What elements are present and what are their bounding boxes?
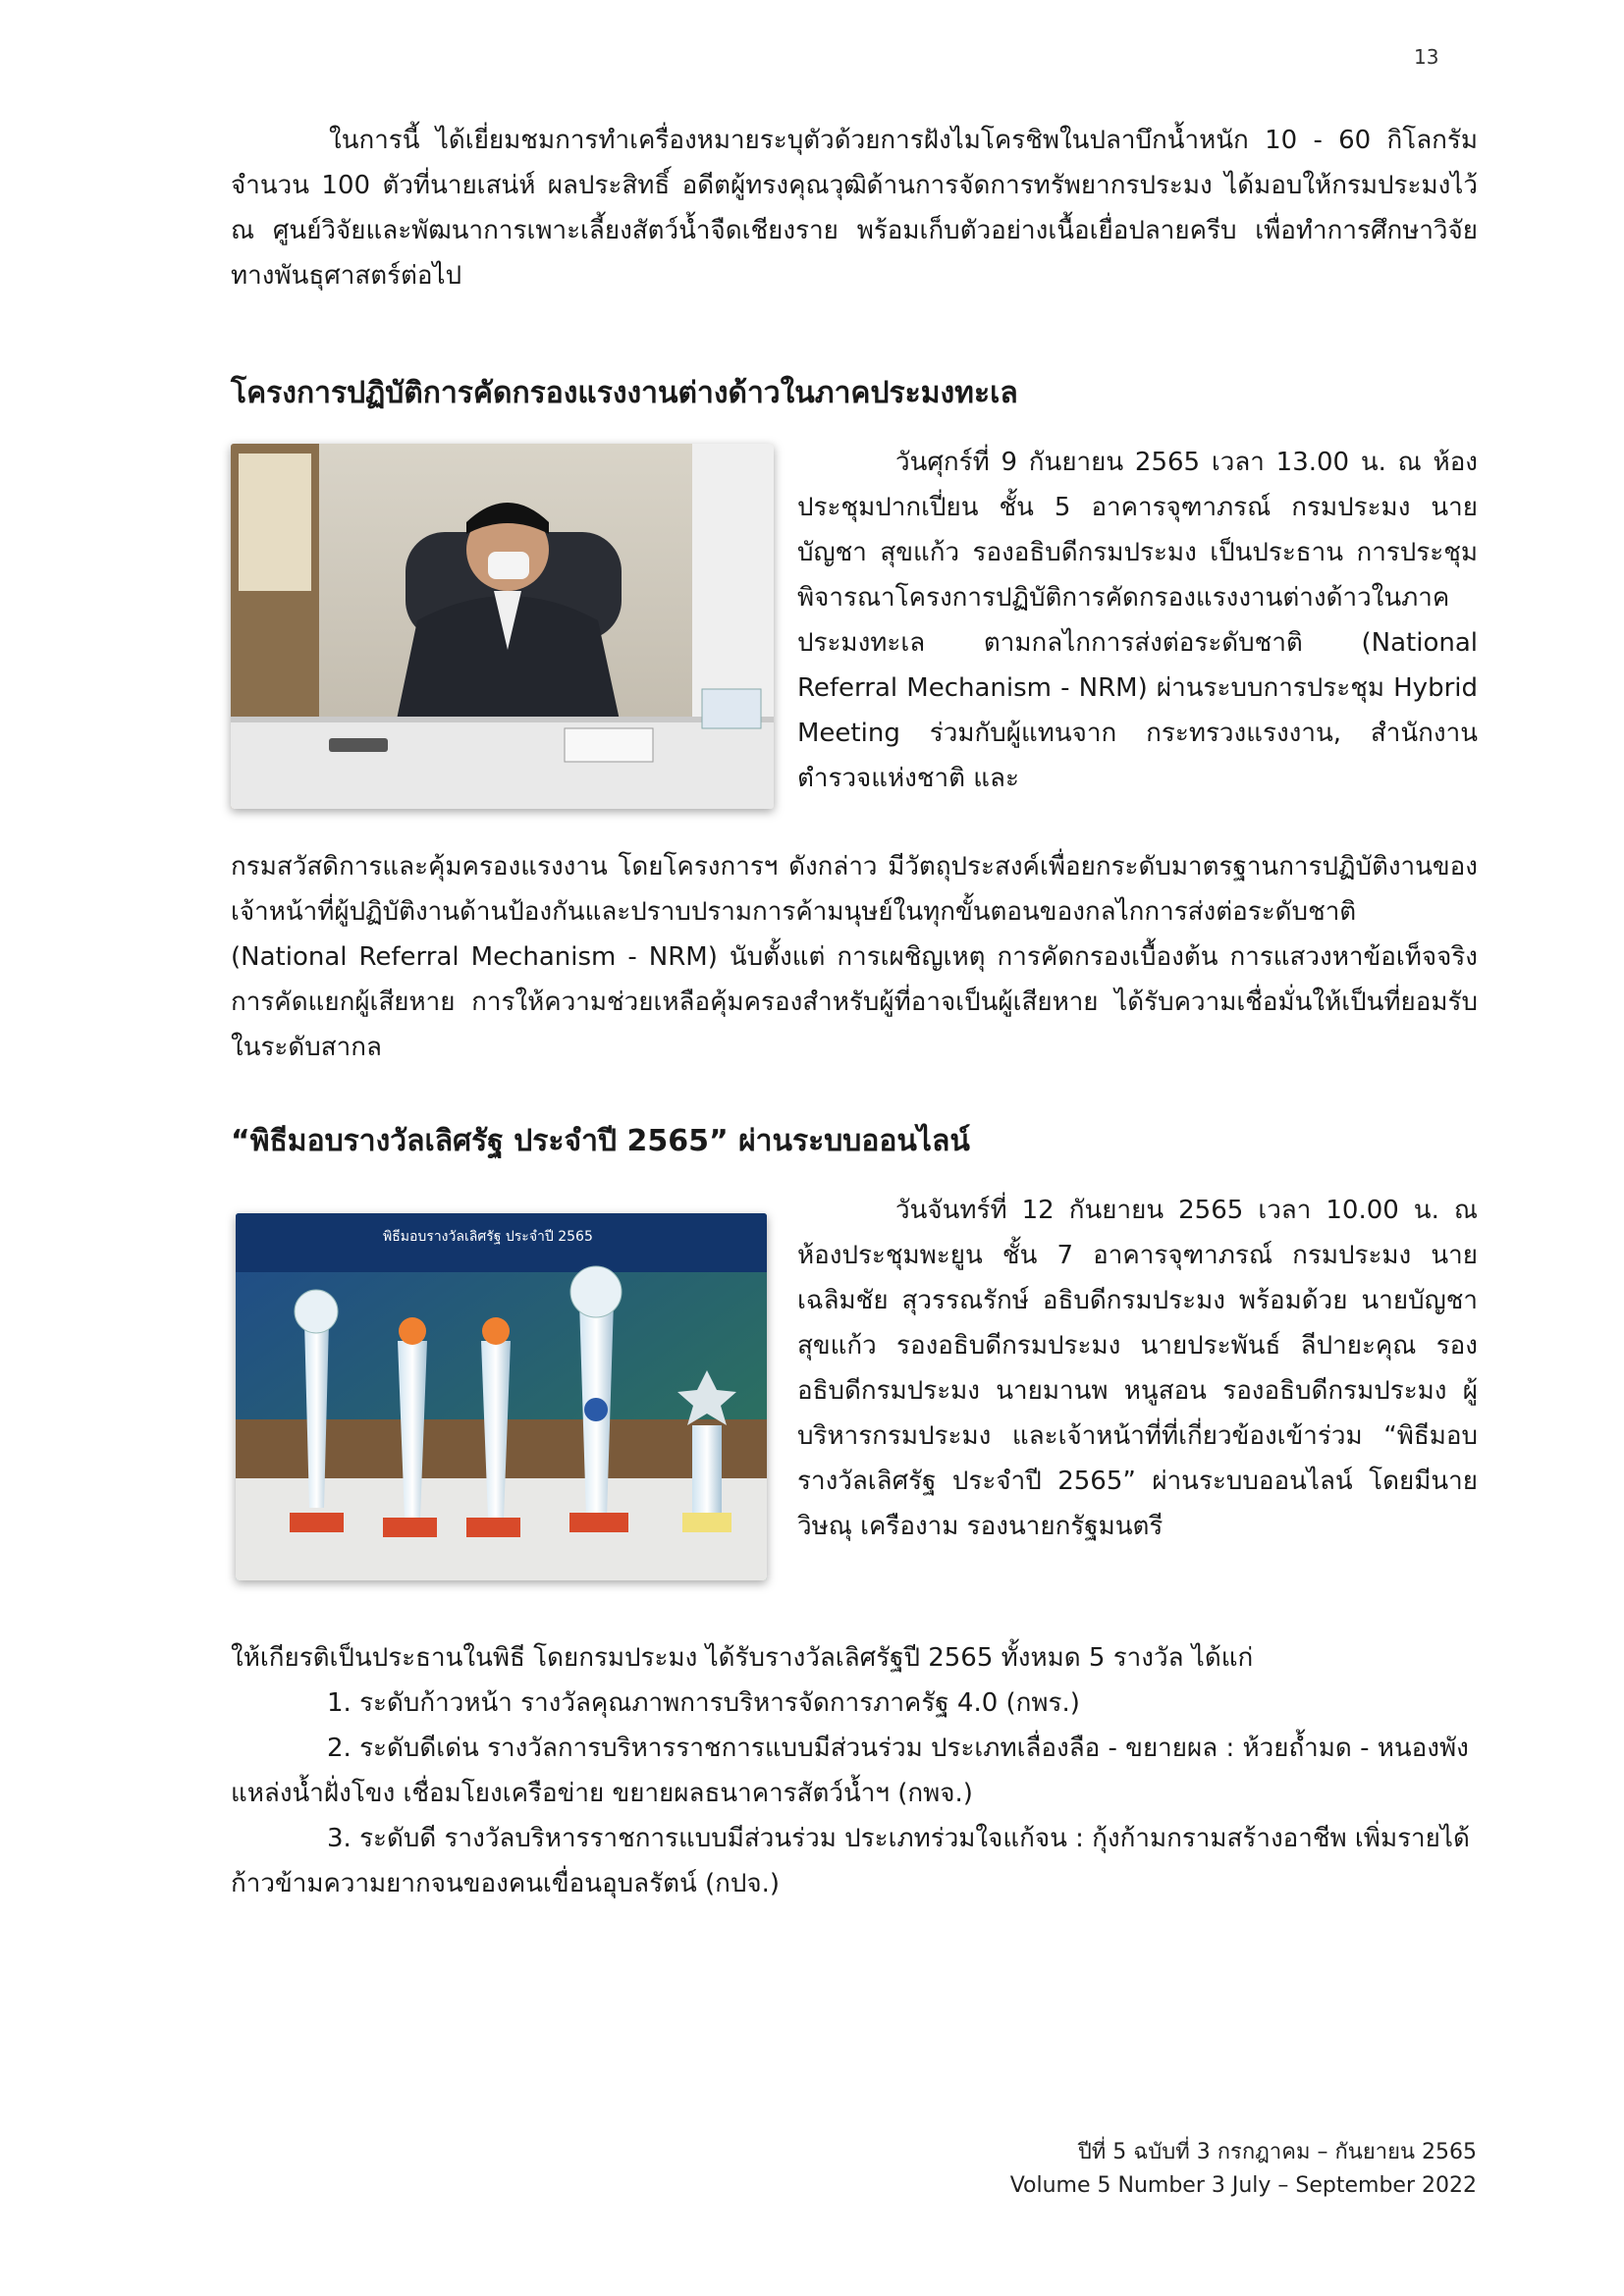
section2-body-text: ให้เกียรติเป็นประธานในพิธี โดยกรมประมง ได้รับรางวัลเลิศรัฐปี 2565 ทั้งหมด 5 รางวัล ได้แก่: [231, 1643, 1254, 1673]
section2-side-text: วันจันทร์ที่ 12 กันยายน 2565 เวลา 10.00 น. ณ ห้องประชุมพะยูน ชั้น 7 อาคารจุฑาภรณ์ กรมประมง นายเฉลิมชัย สุวรรณรักษ์ อธิบดีกรมประมง พร้อมด้วย นายบัญชา สุขแก้ว รองอธิบดีกรมประมง นายประพันธ์ ลีปายะคุณ รองอธิบดีกรมประมง นายมานพ หนูสอน รองอธิบดีกรมประมง ผู้บริหารกรมประมง และเจ้าหน้าที่ที่เกี่ยวข้องเข้าร่วม “พิธีมอบรางวัลเลิศรัฐ ประจำปี 2565” ผ่านระบบออนไลน์ โดยมีนายวิษณุ เครืองาม รองนายกรัฐมนตรี: [797, 1196, 1478, 1541]
award-item-2: 2. ระดับดีเด่น รางวัลการบริหารราชการแบบมีส่วนร่วม ประเภทเลื่องลือ - ขยายผล : ห้วยถ้ำมด - หนองพัง แหล่งน้ำฝั่งโขง เชื่อมโยงเครือข่าย ขยายผลธนาคารสัตว์น้ำฯ (กพจ.): [231, 1734, 1469, 1808]
meeting-photo: [231, 444, 774, 809]
meeting-photo-image: [231, 444, 774, 809]
section2-heading: “พิธีมอบรางวัลเลิศรัฐ ประจำปี 2565” ผ่านระบบออนไลน์: [231, 1124, 970, 1158]
section1-heading: โครงการปฏิบัติการคัดกรองแรงงานต่างด้าวในภาคประมงทะเล: [231, 376, 1018, 410]
section1-side-text: วันศุกร์ที่ 9 กันยายน 2565 เวลา 13.00 น. ณ ห้องประชุมปากเปี่ยน ชั้น 5 อาคารจุฑาภรณ์ กรมประมง นายบัญชา สุขแก้ว รองอธิบดีกรมประมง เป็นประธาน การประชุมพิจารณาโครงการปฏิบัติการคัดกรองแรงงานต่างด้าวในภาคประมงทะเล ตามกลไกการส่งต่อระดับชาติ (National Referral Mechanism - NRM) ผ่านระบบการประชุม Hybrid Meeting ร่วมกับผู้แทนจาก กระทรวงแรงงาน, สำนักงานตำรวจแห่งชาติ และ: [797, 448, 1478, 793]
award-item-1: 1. ระดับก้าวหน้า รางวัลคุณภาพการบริหารจัดการภาครัฐ 4.0 (กพร.): [327, 1688, 1080, 1718]
award-item-3: 3. ระดับดี รางวัลบริหารราชการแบบมีส่วนร่วม ประเภทร่วมใจแก้จน : กุ้งก้ามกรามสร้างอาชีพ เพิ่มรายได้ ก้าวข้ามความยากจนของคนเขื่อนอุบลรัตน์ (กปจ.): [231, 1824, 1470, 1898]
award-photo-image: [236, 1213, 767, 1580]
section1-body-text: กรมสวัสดิการและคุ้มครองแรงงาน โดยโครงการฯ ดังกล่าว มีวัตถุประสงค์เพื่อยกระดับมาตรฐานการปฏิบัติงานของเจ้าหน้าที่ผู้ปฏิบัติงานด้านป้องกันและปราบปรามการค้ามนุษย์ในทุกขั้นตอนของกลไกการส่งต่อระดับชาติ (National Referral Mechanism - NRM) นับตั้งแต่ การเผชิญเหตุ การคัดกรองเบื้องต้น การแสวงหาข้อเท็จจริง การคัดแยกผู้เสียหาย การให้ความช่วยเหลือคุ้มครองสำหรับผู้ที่อาจเป็นผู้เสียหาย ได้รับความเชื่อมั่นให้เป็นที่ยอมรับในระดับสากล: [231, 852, 1478, 1062]
intro-paragraph: ในการนี้ ได้เยี่ยมชมการทำเครื่องหมายระบุตัวด้วยการฝังไมโครชิพในปลาบึกน้ำหนัก 10 - 60 กิโลกรัม จำนวน 100 ตัวที่นายเสน่ห์ ผลประสิทธิ์ อดีตผู้ทรงคุณวุฒิด้านการจัดการทรัพยากรประมง ได้มอบให้กรมประมงไว้ ณ ศูนย์วิจัยและพัฒนาการเพาะเลี้ยงสัตว์น้ำจืดเชียงราย พร้อมเก็บตัวอย่างเนื้อเยื่อปลายครีบ เพื่อทำการศึกษาวิจัยทางพันธุศาสตร์ต่อไป: [231, 126, 1478, 291]
award-banner-text: พิธีมอบรางวัลเลิศรัฐ ประจำปี 2565: [383, 1229, 593, 1245]
award-photo: [236, 1213, 767, 1580]
page-number: 13: [1414, 45, 1439, 69]
footer-issue-thai: ปีที่ 5 ฉบับที่ 3 กรกฎาคม – กันยายน 2565: [1077, 2140, 1477, 2164]
footer-issue-english: Volume 5 Number 3 July – September 2022: [1009, 2173, 1477, 2198]
